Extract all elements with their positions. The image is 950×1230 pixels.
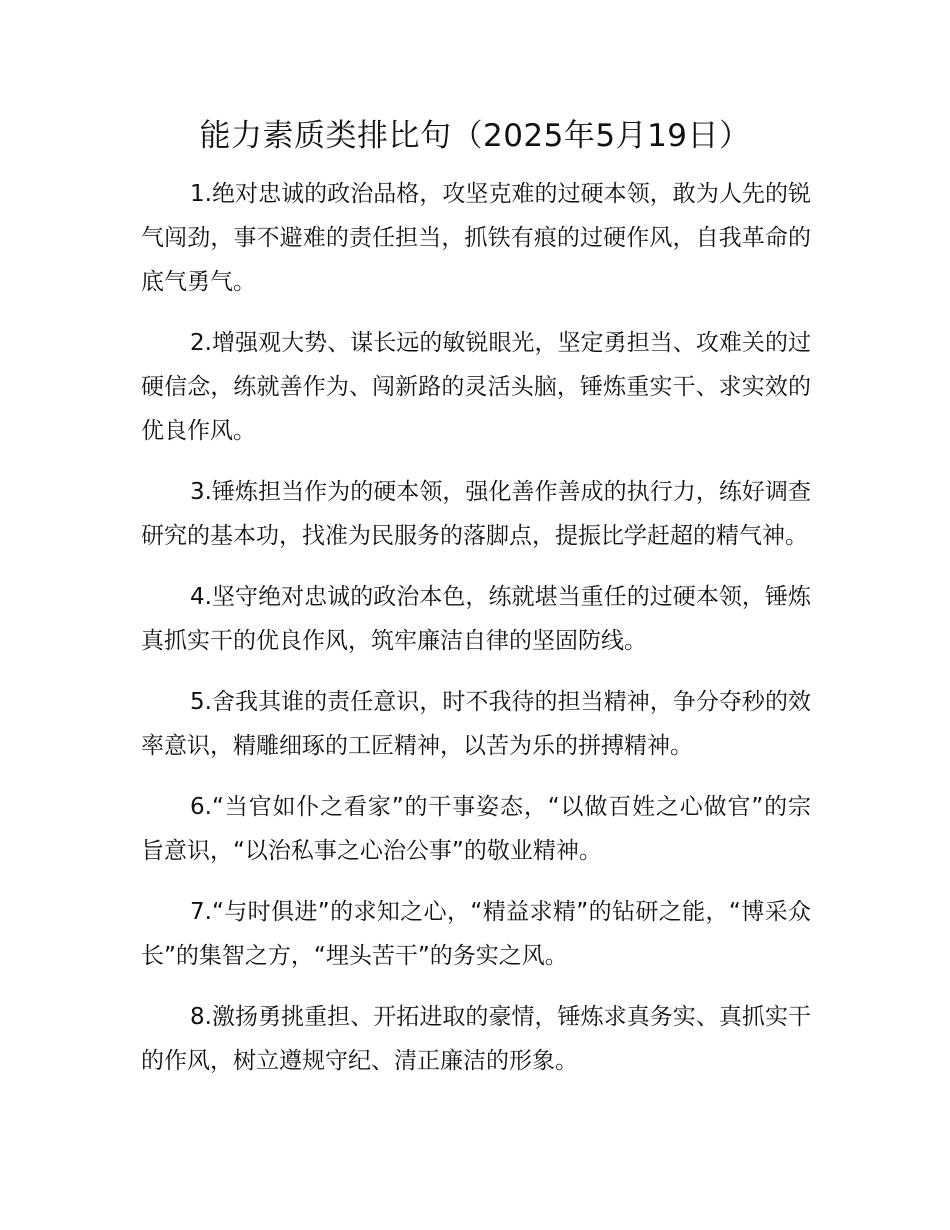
paragraph-5: 5.舍我其谁的责任意识，时不我待的担当精神，争分夺秒的效率意识，精雕细琢的工匠精神，以苦为乐的拼搏精神。 — [141, 689, 811, 759]
paragraph-4: 4.坚守绝对忠诚的政治本色，练就堪当重任的过硬本领，锤炼真抓实干的优良作风，筑牢廉洁自律的坚固防线。 — [141, 584, 811, 654]
paragraph-1: 1.绝对忠诚的政治品格，攻坚克难的过硬本领，敢为人先的锐气闯劲，事不避难的责任担当，抓铁有痕的过硬作风，自我革命的底气勇气。 — [141, 181, 811, 295]
paragraph-8: 8.激扬勇挑重担、开拓进取的豪情，锤炼求真务实、真抓实干的作风，树立遵规守纪、清正廉洁的形象。 — [141, 1004, 811, 1074]
paragraph-3: 3.锤炼担当作为的硬本领，强化善作善成的执行力，练好调查研究的基本功，找准为民服务的落脚点，提振比学赶超的精气神。 — [141, 479, 811, 549]
paragraph-6: 6.“当官如仆之看家”的干事姿态，“以做百姓之心做官”的宗旨意识，“以治私事之心治公事”的敬业精神。 — [141, 794, 811, 864]
document-title: 能力素质类排比句（2025年5月19日） — [199, 118, 751, 154]
document-body — [141, 172, 811, 1100]
paragraph-7: 7.“与时俱进”的求知之心，“精益求精”的钻研之能，“博采众长”的集智之方，“埋头苦干”的务实之风。 — [141, 899, 811, 969]
paragraph-2: 2.增强观大势、谋长远的敏锐眼光，坚定勇担当、攻难关的过硬信念，练就善作为、闯新路的灵活头脑，锤炼重实干、求实效的优良作风。 — [141, 330, 811, 444]
